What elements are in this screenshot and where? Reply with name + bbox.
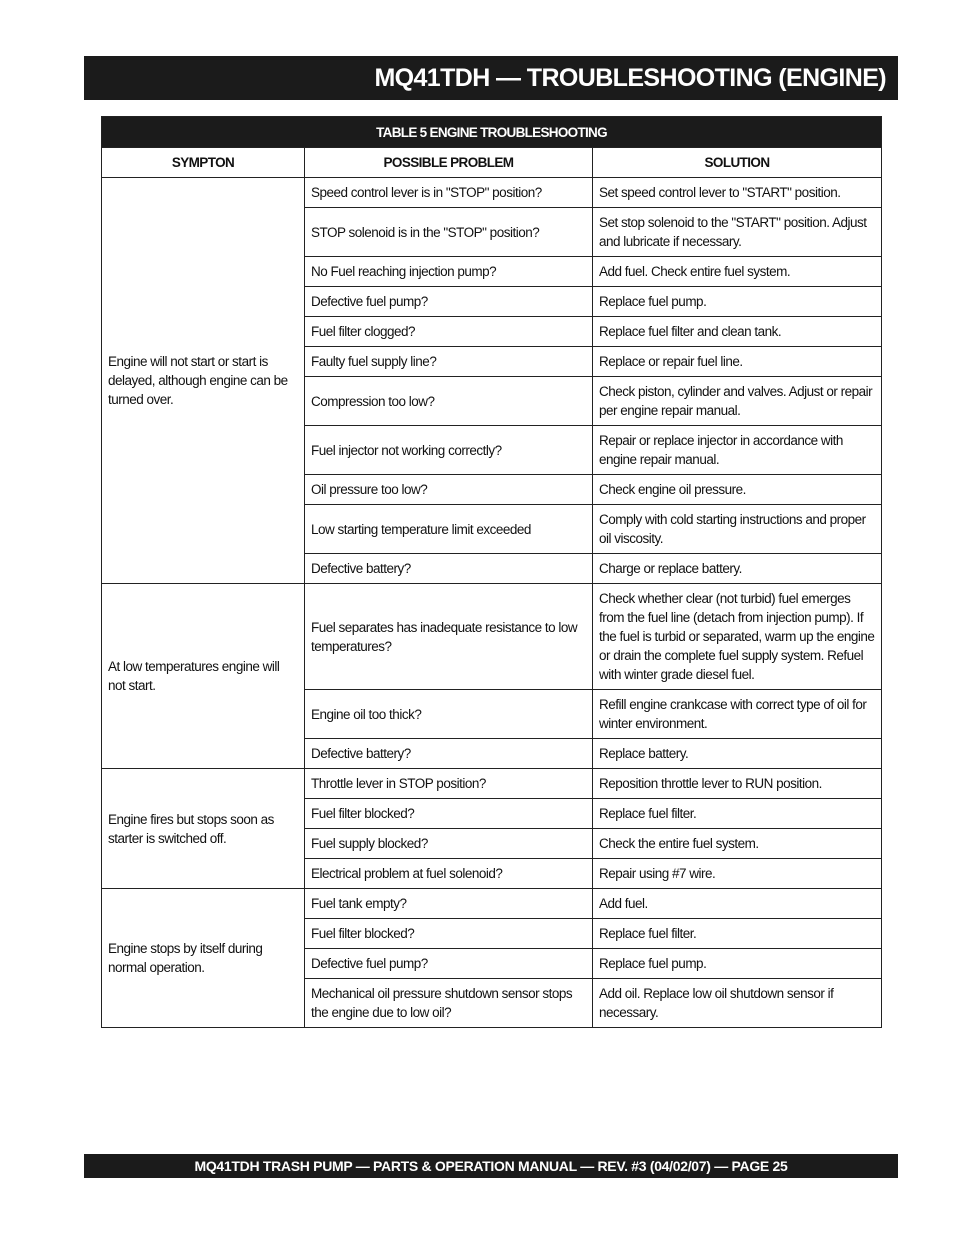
problem-cell: Electrical problem at fuel solenoid?	[305, 859, 593, 889]
page-footer-bar	[84, 1154, 898, 1178]
problem-cell: Faulty fuel supply line?	[305, 347, 593, 377]
solution-cell: Repair using #7 wire.	[593, 859, 882, 889]
problem-cell: Fuel tank empty?	[305, 889, 593, 919]
problem-cell: Oil pressure too low?	[305, 475, 593, 505]
problem-cell: Fuel filter clogged?	[305, 317, 593, 347]
solution-cell: Check piston, cylinder and valves. Adjust or repair per engine repair manual.	[593, 377, 882, 426]
problem-cell: Fuel supply blocked?	[305, 829, 593, 859]
solution-cell: Set stop solenoid to the "START" position. Adjust and lubricate if necessary.	[593, 208, 882, 257]
problem-cell: Fuel filter blocked?	[305, 799, 593, 829]
table-body	[102, 178, 882, 1028]
page-footer: MQ41TDH TRASH PUMP — PARTS & OPERATION MANUAL — REV. #3 (04/02/07) — PAGE 25	[194, 1158, 788, 1174]
symptom-cell: Engine stops by itself during normal operation.	[102, 889, 305, 1028]
solution-cell: Comply with cold starting instructions and proper oil viscosity.	[593, 505, 882, 554]
column-header-solution: SOLUTION	[593, 148, 882, 178]
column-header-problem: POSSIBLE PROBLEM	[305, 148, 593, 178]
symptom-cell: Engine will not start or start is delayed, although engine can be turned over.	[102, 178, 305, 584]
problem-cell: Mechanical oil pressure shutdown sensor stops the engine due to low oil?	[305, 979, 593, 1028]
table-row	[102, 584, 882, 690]
solution-cell: Refill engine crankcase with correct type of oil for winter environment.	[593, 690, 882, 739]
problem-cell: Defective fuel pump?	[305, 949, 593, 979]
page-title-bar	[84, 56, 898, 100]
solution-cell: Replace fuel filter.	[593, 919, 882, 949]
problem-cell: Engine oil too thick?	[305, 690, 593, 739]
problem-cell: Speed control lever is in "STOP" position?	[305, 178, 593, 208]
solution-cell: Charge or replace battery.	[593, 554, 882, 584]
solution-cell: Add fuel.	[593, 889, 882, 919]
solution-cell: Reposition throttle lever to RUN position.	[593, 769, 882, 799]
solution-cell: Check whether clear (not turbid) fuel emerges from the fuel line (detach from injection pump). If the fuel is turbid or separated, warm up the engine or drain the complete fuel supply system. Refuel with winter grade diesel fuel.	[593, 584, 882, 690]
problem-cell: Defective fuel pump?	[305, 287, 593, 317]
problem-cell: Fuel injector not working correctly?	[305, 426, 593, 475]
table-row	[102, 769, 882, 799]
problem-cell: Fuel separates has inadequate resistance to low temperatures?	[305, 584, 593, 690]
problem-cell: Fuel filter blocked?	[305, 919, 593, 949]
symptom-cell: Engine fires but stops soon as starter is switched off.	[102, 769, 305, 889]
problem-cell: STOP solenoid is in the "STOP" position?	[305, 208, 593, 257]
problem-cell: Defective battery?	[305, 739, 593, 769]
table-row	[102, 889, 882, 919]
problem-cell: Low starting temperature limit exceeded	[305, 505, 593, 554]
problem-cell: Throttle lever in STOP position?	[305, 769, 593, 799]
solution-cell: Set speed control lever to "START" position.	[593, 178, 882, 208]
solution-cell: Replace or repair fuel line.	[593, 347, 882, 377]
solution-cell: Replace fuel pump.	[593, 287, 882, 317]
problem-cell: Defective battery?	[305, 554, 593, 584]
problem-cell: Compression too low?	[305, 377, 593, 426]
engine-troubleshooting-table	[101, 116, 882, 1028]
solution-cell: Repair or replace injector in accordance with engine repair manual.	[593, 426, 882, 475]
table-row	[102, 178, 882, 208]
solution-cell: Check engine oil pressure.	[593, 475, 882, 505]
solution-cell: Replace battery.	[593, 739, 882, 769]
solution-cell: Add oil. Replace low oil shutdown sensor if necessary.	[593, 979, 882, 1028]
page-title: MQ41TDH — TROUBLESHOOTING (ENGINE)	[374, 63, 886, 92]
table-caption: TABLE 5 ENGINE TROUBLESHOOTING	[102, 117, 882, 148]
solution-cell: Add fuel. Check entire fuel system.	[593, 257, 882, 287]
solution-cell: Replace fuel pump.	[593, 949, 882, 979]
solution-cell: Check the entire fuel system.	[593, 829, 882, 859]
solution-cell: Replace fuel filter.	[593, 799, 882, 829]
column-header-symptom: SYMPTON	[102, 148, 305, 178]
solution-cell: Replace fuel filter and clean tank.	[593, 317, 882, 347]
symptom-cell: At low temperatures engine will not start.	[102, 584, 305, 769]
problem-cell: No Fuel reaching injection pump?	[305, 257, 593, 287]
